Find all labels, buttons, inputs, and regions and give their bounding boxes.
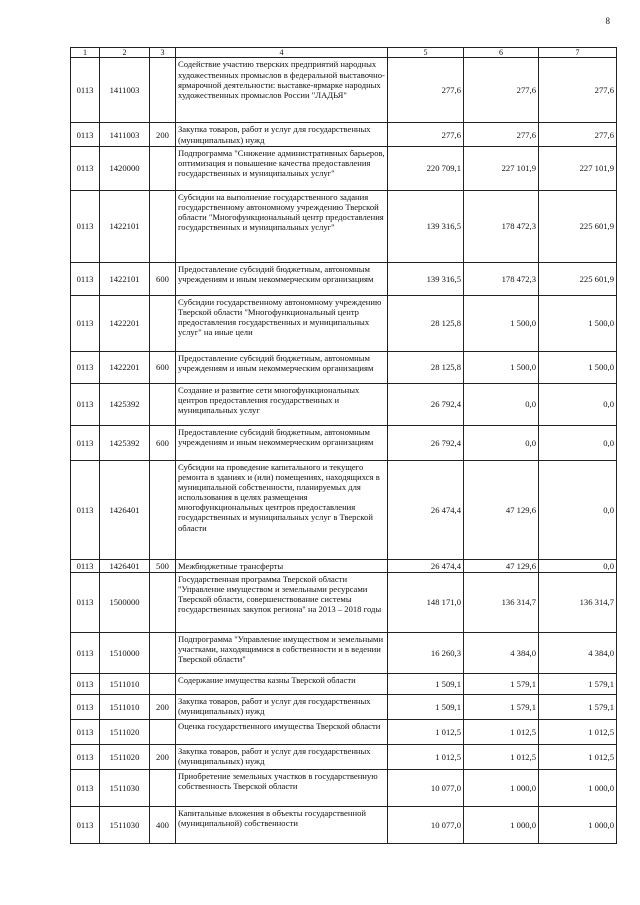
amount-col5: 277,6 — [388, 58, 464, 123]
expense-type-code — [150, 632, 176, 673]
table-row — [71, 146, 617, 190]
item-description: Субсидии на проведение капитального и текущего ремонта в зданиях и (или) помещениях, находящихся в муниципальной собственности, планируемых для использования в целях размещения многофункциональных центров предоставления государственных и муниципальных услуг в Тверской области — [176, 460, 388, 559]
amount-col6: 1 012,5 — [464, 719, 539, 744]
amount-col5: 16 260,3 — [388, 632, 464, 673]
table-row — [71, 744, 617, 769]
amount-col7: 0,0 — [539, 425, 617, 460]
item-description: Содержание имущества казны Тверской области — [176, 673, 388, 694]
amount-col5: 139 316,5 — [388, 190, 464, 262]
section-code: 0113 — [71, 146, 100, 190]
section-code: 0113 — [71, 559, 100, 572]
table-row — [71, 123, 617, 146]
section-code: 0113 — [71, 673, 100, 694]
item-description: Капитальные вложения в объекты государственной (муниципальной) собственности — [176, 806, 388, 843]
table-row — [71, 632, 617, 673]
amount-col6: 136 314,7 — [464, 572, 539, 632]
table-row — [71, 383, 617, 425]
amount-col5: 26 474,4 — [388, 559, 464, 572]
expense-type-code — [150, 719, 176, 744]
table-row — [71, 559, 617, 572]
expense-type-code — [150, 383, 176, 425]
target-article-code: 1500000 — [100, 572, 150, 632]
target-article-code: 1420000 — [100, 146, 150, 190]
table-row — [71, 425, 617, 460]
expense-type-code: 600 — [150, 351, 176, 383]
section-code: 0113 — [71, 295, 100, 351]
target-article-code: 1422101 — [100, 190, 150, 262]
amount-col5: 1 509,1 — [388, 694, 464, 719]
expense-type-code: 200 — [150, 744, 176, 769]
column-header: 7 — [539, 48, 617, 58]
expense-type-code — [150, 673, 176, 694]
item-description: Закупка товаров, работ и услуг для государственных (муниципальных) нужд — [176, 694, 388, 719]
table-row — [71, 806, 617, 843]
amount-col5: 26 792,4 — [388, 425, 464, 460]
item-description: Закупка товаров, работ и услуг для государственных (муниципальных) нужд — [176, 744, 388, 769]
section-code: 0113 — [71, 123, 100, 146]
expense-type-code: 500 — [150, 559, 176, 572]
amount-col5: 10 077,0 — [388, 806, 464, 843]
table-row — [71, 572, 617, 632]
expense-type-code — [150, 572, 176, 632]
section-code: 0113 — [71, 190, 100, 262]
item-description: Субсидии на выполнение государственного задания государственному автономному учреждению Тверской области "Многофункциональный центр предоставления государственных и муниципальных услуг" — [176, 190, 388, 262]
amount-col6: 1 000,0 — [464, 769, 539, 806]
item-description: Межбюджетные трансферты — [176, 559, 388, 572]
amount-col7: 1 500,0 — [539, 295, 617, 351]
item-description: Подпрограмма "Управление имуществом и земельными участками, находящимися в собственности и в ведении Тверской области" — [176, 632, 388, 673]
expense-type-code: 600 — [150, 425, 176, 460]
amount-col6: 1 579,1 — [464, 694, 539, 719]
target-article-code: 1511030 — [100, 769, 150, 806]
amount-col6: 227 101,9 — [464, 146, 539, 190]
amount-col7: 0,0 — [539, 559, 617, 572]
amount-col5: 26 474,4 — [388, 460, 464, 559]
amount-col7: 227 101,9 — [539, 146, 617, 190]
expense-type-code — [150, 460, 176, 559]
amount-col5: 220 709,1 — [388, 146, 464, 190]
amount-col5: 1 012,5 — [388, 719, 464, 744]
amount-col7: 225 601,9 — [539, 262, 617, 295]
amount-col7: 225 601,9 — [539, 190, 617, 262]
amount-col7: 0,0 — [539, 460, 617, 559]
target-article-code: 1422201 — [100, 295, 150, 351]
table-row — [71, 694, 617, 719]
budget-table — [70, 47, 617, 844]
table-row — [71, 262, 617, 295]
amount-col5: 28 125,8 — [388, 295, 464, 351]
amount-col6: 1 500,0 — [464, 295, 539, 351]
amount-col6: 178 472,3 — [464, 190, 539, 262]
target-article-code: 1511010 — [100, 694, 150, 719]
section-code: 0113 — [71, 351, 100, 383]
item-description: Приобретение земельных участков в государственную собственность Тверской области — [176, 769, 388, 806]
target-article-code: 1510000 — [100, 632, 150, 673]
section-code: 0113 — [71, 806, 100, 843]
section-code: 0113 — [71, 694, 100, 719]
expense-type-code: 200 — [150, 123, 176, 146]
item-description: Предоставление субсидий бюджетным, автономным учреждениям и иным некоммерческим организациям — [176, 351, 388, 383]
amount-col5: 26 792,4 — [388, 383, 464, 425]
item-description: Предоставление субсидий бюджетным, автономным учреждениям и иным некоммерческим организациям — [176, 262, 388, 295]
table-row — [71, 673, 617, 694]
target-article-code: 1425392 — [100, 383, 150, 425]
amount-col6: 178 472,3 — [464, 262, 539, 295]
amount-col5: 28 125,8 — [388, 351, 464, 383]
amount-col6: 1 500,0 — [464, 351, 539, 383]
item-description: Создание и развитие сети многофункциональных центров предоставления государственных и муниципальных услуг — [176, 383, 388, 425]
column-header: 6 — [464, 48, 539, 58]
column-header: 3 — [150, 48, 176, 58]
item-description: Предоставление субсидий бюджетным, автономным учреждениям и иным некоммерческим организациям — [176, 425, 388, 460]
item-description: Государственная программа Тверской области "Управление имуществом и земельными ресурсами Тверской области, совершенствование системы государственных закупок региона" на 2013 – 2018 годы — [176, 572, 388, 632]
column-header: 1 — [71, 48, 100, 58]
section-code: 0113 — [71, 262, 100, 295]
expense-type-code: 600 — [150, 262, 176, 295]
amount-col6: 47 129,6 — [464, 460, 539, 559]
expense-type-code — [150, 58, 176, 123]
amount-col7: 277,6 — [539, 123, 617, 146]
section-code: 0113 — [71, 744, 100, 769]
expense-type-code: 400 — [150, 806, 176, 843]
column-header: 4 — [176, 48, 388, 58]
expense-type-code: 200 — [150, 694, 176, 719]
amount-col5: 10 077,0 — [388, 769, 464, 806]
target-article-code: 1511020 — [100, 719, 150, 744]
section-code: 0113 — [71, 425, 100, 460]
amount-col7: 1 000,0 — [539, 806, 617, 843]
amount-col6: 1 000,0 — [464, 806, 539, 843]
expense-type-code — [150, 769, 176, 806]
section-code: 0113 — [71, 58, 100, 123]
section-code: 0113 — [71, 572, 100, 632]
target-article-code: 1511020 — [100, 744, 150, 769]
amount-col7: 1 012,5 — [539, 744, 617, 769]
section-code: 0113 — [71, 719, 100, 744]
amount-col7: 0,0 — [539, 383, 617, 425]
target-article-code: 1425392 — [100, 425, 150, 460]
amount-col6: 277,6 — [464, 58, 539, 123]
section-code: 0113 — [71, 383, 100, 425]
column-header: 2 — [100, 48, 150, 58]
amount-col7: 1 000,0 — [539, 769, 617, 806]
table-row — [71, 460, 617, 559]
target-article-code: 1426401 — [100, 460, 150, 559]
target-article-code: 1426401 — [100, 559, 150, 572]
column-header: 5 — [388, 48, 464, 58]
header-row — [71, 48, 617, 58]
amount-col7: 1 579,1 — [539, 673, 617, 694]
expense-type-code — [150, 146, 176, 190]
amount-col7: 277,6 — [539, 58, 617, 123]
target-article-code: 1511030 — [100, 806, 150, 843]
table-row — [71, 719, 617, 744]
item-description: Оценка государственного имущества Тверской области — [176, 719, 388, 744]
amount-col6: 0,0 — [464, 425, 539, 460]
amount-col6: 1 012,5 — [464, 744, 539, 769]
target-article-code: 1422201 — [100, 351, 150, 383]
table-row — [71, 190, 617, 262]
target-article-code: 1411003 — [100, 123, 150, 146]
target-article-code: 1411003 — [100, 58, 150, 123]
amount-col6: 0,0 — [464, 383, 539, 425]
amount-col7: 1 500,0 — [539, 351, 617, 383]
table-row — [71, 351, 617, 383]
amount-col6: 4 384,0 — [464, 632, 539, 673]
item-description: Содействие участию тверских предприятий народных художественных промыслов в федеральной выставочно-ярмарочной деятельности: выставке-ярмарке народных художественных промыслов России "ЛАДЬЯ" — [176, 58, 388, 123]
amount-col7: 1 579,1 — [539, 694, 617, 719]
amount-col7: 4 384,0 — [539, 632, 617, 673]
table-row — [71, 769, 617, 806]
target-article-code: 1422101 — [100, 262, 150, 295]
amount-col5: 148 171,0 — [388, 572, 464, 632]
amount-col5: 1 012,5 — [388, 744, 464, 769]
amount-col6: 1 579,1 — [464, 673, 539, 694]
page-number: 8 — [605, 16, 610, 26]
amount-col7: 1 012,5 — [539, 719, 617, 744]
section-code: 0113 — [71, 460, 100, 559]
table-row — [71, 58, 617, 123]
amount-col6: 277,6 — [464, 123, 539, 146]
item-description: Закупка товаров, работ и услуг для государственных (муниципальных) нужд — [176, 123, 388, 146]
table-row — [71, 295, 617, 351]
amount-col5: 277,6 — [388, 123, 464, 146]
amount-col5: 1 509,1 — [388, 673, 464, 694]
amount-col7: 136 314,7 — [539, 572, 617, 632]
amount-col6: 47 129,6 — [464, 559, 539, 572]
expense-type-code — [150, 190, 176, 262]
item-description: Субсидии государственному автономному учреждению Тверской области "Многофункциональный центр предоставления государственных и муниципальных услуг" на иные цели — [176, 295, 388, 351]
section-code: 0113 — [71, 632, 100, 673]
target-article-code: 1511010 — [100, 673, 150, 694]
amount-col5: 139 316,5 — [388, 262, 464, 295]
section-code: 0113 — [71, 769, 100, 806]
expense-type-code — [150, 295, 176, 351]
item-description: Подпрограмма "Снижение административных барьеров, оптимизация и повышение качества предоставления государственных и муниципальных услуг" — [176, 146, 388, 190]
